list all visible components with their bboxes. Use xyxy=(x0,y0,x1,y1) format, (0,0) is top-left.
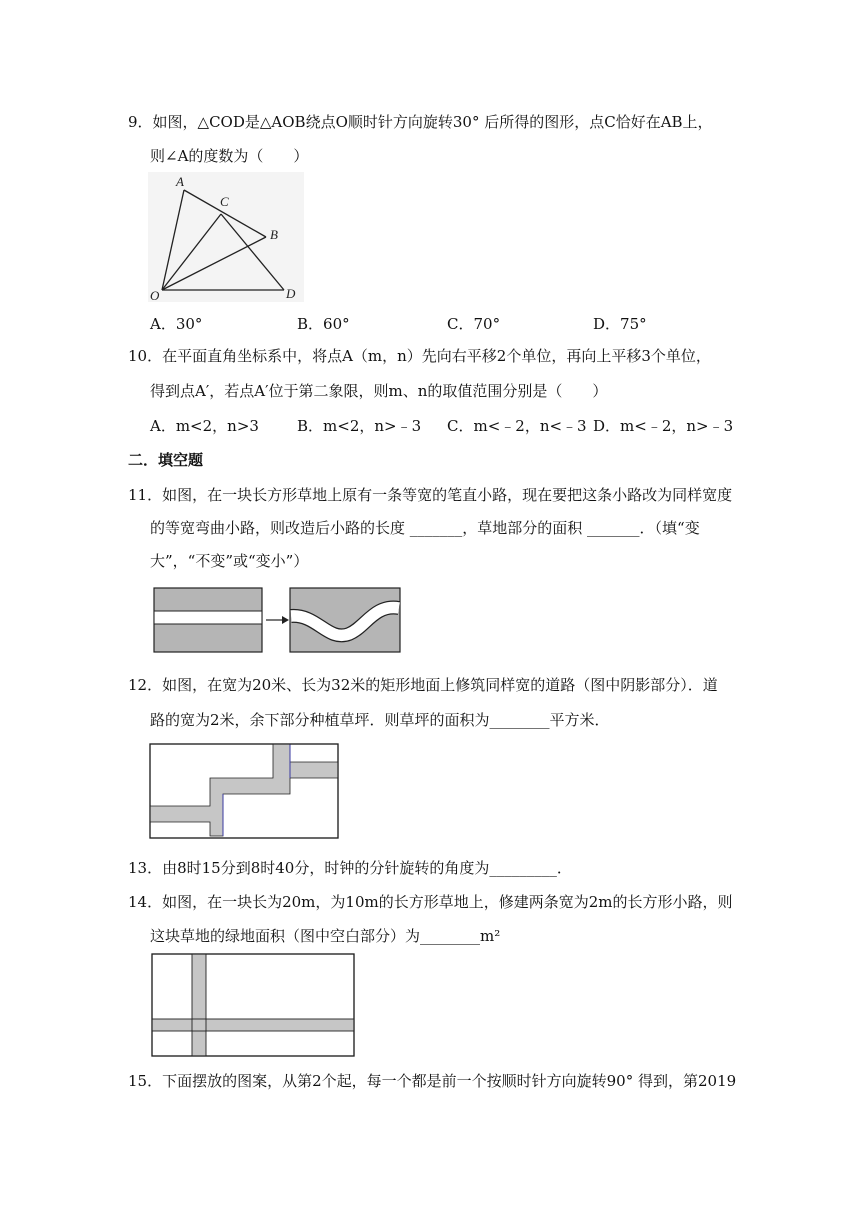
label-O: O xyxy=(150,288,160,302)
q14-line2: 这块草地的绿地面积（图中空白部分）为________m² xyxy=(150,927,501,945)
q11-path-figure xyxy=(152,586,404,654)
q9-option-b: B．60° xyxy=(297,315,350,333)
q13-line1: 13．由8时15分到8时40分，时钟的分针旋转的角度为_________． xyxy=(128,859,572,877)
section-heading: 二．填空题 xyxy=(128,451,204,469)
q9-line1: 9．如图，△COD是△AOB绕点O顺时针方向旋转30° 后所得的图形，点C恰好在AB上， xyxy=(128,113,713,131)
q10-line2: 得到点A′，若点A′位于第二象限，则m、n的取值范围分别是（ ） xyxy=(150,382,608,400)
label-A: A xyxy=(176,174,184,189)
q10-option-d: D．m<﹣2，n>﹣3 xyxy=(593,417,734,435)
q9-line2: 则∠A的度数为（ ） xyxy=(150,147,309,165)
q12-line1: 12．如图，在宽为20米、长为32米的矩形地面上修筑同样宽的道路（图中阴影部分）．道 xyxy=(128,676,718,694)
q11-line3: 大”，“不变”或“变小”） xyxy=(150,552,309,570)
q12-line2: 路的宽为2米，余下部分种植草坪．则草坪的面积为________平方米． xyxy=(150,711,610,729)
label-D: D xyxy=(286,286,296,301)
q9-option-c: C．70° xyxy=(447,315,501,333)
q14-lawn-figure xyxy=(150,952,356,1058)
label-C: C xyxy=(220,194,229,209)
q15-line1: 15．下面摆放的图案，从第2个起，每一个都是前一个按顺时针方向旋转90° 得到，第2019 xyxy=(128,1072,737,1090)
q10-option-b: B．m<2，n>﹣3 xyxy=(297,417,422,435)
label-B: B xyxy=(270,227,278,242)
q10-option-c: C．m<﹣2，n<﹣3 xyxy=(447,417,587,435)
q9-rotation-figure xyxy=(148,172,304,302)
q10-option-a: A．m<2，n>3 xyxy=(150,417,259,435)
q11-line2: 的等宽弯曲小路，则改造后小路的长度 _______，草地部分的面积 _______．（填“变 xyxy=(150,519,700,537)
q9-option-d: D．75° xyxy=(593,315,647,333)
q14-line1: 14．如图，在一块长为20m，为10m的长方形草地上，修建两条宽为2m的长方形小路，则 xyxy=(128,893,733,911)
q12-road-figure xyxy=(148,742,340,840)
arrow-icon xyxy=(282,616,289,624)
q10-line1: 10．在平面直角坐标系中，将点A（m，n）先向右平移2个单位，再向上平移3个单位， xyxy=(128,347,711,365)
q9-option-a: A．30° xyxy=(150,315,203,333)
q11-line1: 11．如图，在一块长方形草地上原有一条等宽的笔直小路，现在要把这条小路改为同样宽度 xyxy=(128,486,733,504)
